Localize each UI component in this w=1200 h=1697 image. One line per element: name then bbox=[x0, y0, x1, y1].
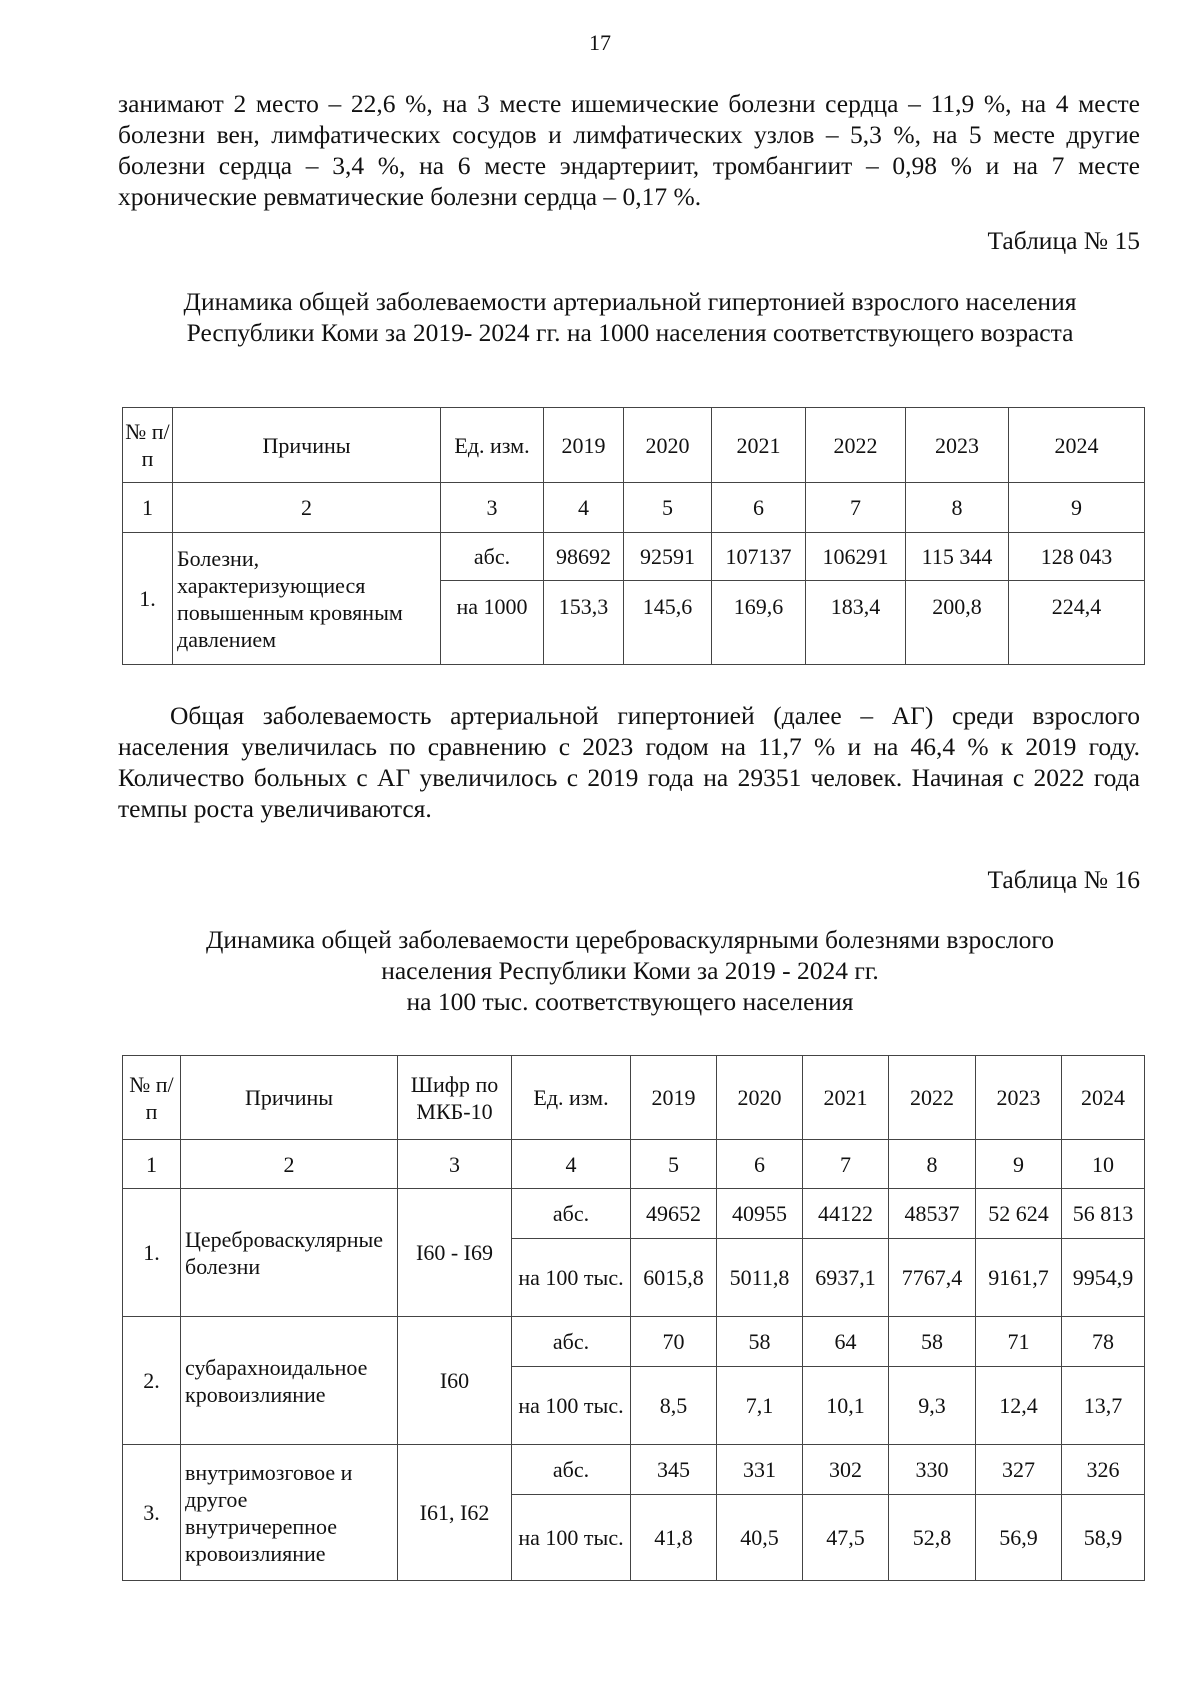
table16-value-cell: 9,3 bbox=[889, 1367, 976, 1445]
table16-header-cell: Ед. изм. bbox=[512, 1056, 631, 1140]
table16-row-number: 1. bbox=[123, 1189, 181, 1317]
table16-row-code: I61, I62 bbox=[398, 1445, 512, 1581]
table16-colnum-cell: 2 bbox=[181, 1140, 398, 1189]
table16-colnum-cell: 5 bbox=[631, 1140, 717, 1189]
table15-caption-line2: Республики Коми за 2019- 2024 гг. на 1000 населения соответствующего возраста bbox=[186, 318, 1074, 347]
table16-header-row bbox=[123, 1056, 1145, 1140]
table15-header-cell: 2021 bbox=[712, 408, 806, 483]
table16-header-cell: 2024 bbox=[1062, 1056, 1145, 1140]
table16-header-cell: 2021 bbox=[803, 1056, 889, 1140]
table15-header-cell: 2022 bbox=[806, 408, 906, 483]
table16-colnum-cell: 9 bbox=[976, 1140, 1062, 1189]
table16-colnum-cell: 3 bbox=[398, 1140, 512, 1189]
table16-value-cell: 330 bbox=[889, 1445, 976, 1495]
table16-value-cell: 40955 bbox=[717, 1189, 803, 1239]
table16 bbox=[122, 1055, 1145, 1581]
table15-caption bbox=[100, 286, 1160, 348]
table16-value-cell: 70 bbox=[631, 1317, 717, 1367]
table16-colnum-cell: 7 bbox=[803, 1140, 889, 1189]
table16-value-cell: 58,9 bbox=[1062, 1495, 1145, 1581]
table15-colnum-cell: 8 bbox=[906, 483, 1009, 533]
table16-value-cell: 8,5 bbox=[631, 1367, 717, 1445]
table16-row-cause: внутримозговое и другое внутричерепное кровоизлияние bbox=[181, 1445, 398, 1581]
table16-row-code: I60 bbox=[398, 1317, 512, 1445]
table16-label: Таблица № 16 bbox=[987, 865, 1140, 894]
table15-header-cell: 2020 bbox=[624, 408, 712, 483]
table16-header-cell: 2023 bbox=[976, 1056, 1062, 1140]
table16-row-cause: Цереброваскулярные болезни bbox=[181, 1189, 398, 1317]
table16-value-cell: 56,9 bbox=[976, 1495, 1062, 1581]
table15-colnum-cell: 6 bbox=[712, 483, 806, 533]
table16-caption-line3: на 100 тыс. соответствующего населения bbox=[406, 987, 854, 1016]
table16-row-abs bbox=[123, 1445, 1145, 1495]
table15-value-cell: 128 043 bbox=[1009, 533, 1145, 581]
table15-value-cell: 98692 bbox=[544, 533, 624, 581]
table16-value-cell: 48537 bbox=[889, 1189, 976, 1239]
table15-row-number: 1. bbox=[123, 533, 173, 665]
table16-value-cell: 40,5 bbox=[717, 1495, 803, 1581]
table16-value-cell: 6015,8 bbox=[631, 1239, 717, 1317]
table16-header-cell: 2020 bbox=[717, 1056, 803, 1140]
table16-colnum-cell: 1 bbox=[123, 1140, 181, 1189]
table16-value-cell: 44122 bbox=[803, 1189, 889, 1239]
table15-value-cell: 153,3 bbox=[544, 581, 624, 665]
table15-value-cell: 145,6 bbox=[624, 581, 712, 665]
table15-colnum-cell: 5 bbox=[624, 483, 712, 533]
table16-row-cause: субарахноидальное кровоизлияние bbox=[181, 1317, 398, 1445]
table15-header-row bbox=[123, 408, 1145, 483]
table15-header-cell: Причины bbox=[173, 408, 441, 483]
table16-value-cell: 58 bbox=[889, 1317, 976, 1367]
table16-header-cell: № п/п bbox=[123, 1056, 181, 1140]
table15-unit-abs: абс. bbox=[441, 533, 544, 581]
table16-colnum-cell: 8 bbox=[889, 1140, 976, 1189]
table16-value-cell: 10,1 bbox=[803, 1367, 889, 1445]
table16-value-cell: 327 bbox=[976, 1445, 1062, 1495]
table16-value-cell: 326 bbox=[1062, 1445, 1145, 1495]
table16-value-cell: 58 bbox=[717, 1317, 803, 1367]
table16-value-cell: 7,1 bbox=[717, 1367, 803, 1445]
table16-row-number: 3. bbox=[123, 1445, 181, 1581]
table16-value-cell: 302 bbox=[803, 1445, 889, 1495]
table16-unit-abs: абс. bbox=[512, 1317, 631, 1367]
table16-row-abs bbox=[123, 1317, 1145, 1367]
table16-value-cell: 5011,8 bbox=[717, 1239, 803, 1317]
table16-value-cell: 12,4 bbox=[976, 1367, 1062, 1445]
table15-value-cell: 224,4 bbox=[1009, 581, 1145, 665]
table16-value-cell: 56 813 bbox=[1062, 1189, 1145, 1239]
table15-row-cause: Болезни, характеризующиеся повышенным кровяным давлением bbox=[173, 533, 441, 665]
table16-value-cell: 345 bbox=[631, 1445, 717, 1495]
table16-value-cell: 9954,9 bbox=[1062, 1239, 1145, 1317]
table16-colnum-cell: 10 bbox=[1062, 1140, 1145, 1189]
table16-header-cell: Причины bbox=[181, 1056, 398, 1140]
table15-row-abs bbox=[123, 533, 1145, 581]
table16-value-cell: 47,5 bbox=[803, 1495, 889, 1581]
table15-unit-rate: на 1000 bbox=[441, 581, 544, 665]
table15-header-cell: 2019 bbox=[544, 408, 624, 483]
table15-colnum-cell: 3 bbox=[441, 483, 544, 533]
table15-colnum-row bbox=[123, 483, 1145, 533]
table15-colnum-cell: 1 bbox=[123, 483, 173, 533]
table15-caption-line1: Динамика общей заболеваемости артериальной гипертонией взрослого населения bbox=[183, 287, 1077, 316]
intro-paragraph: занимают 2 место – 22,6 %, на 3 месте ишемические болезни сердца – 11,9 %, на 4 месте болезни вен, лимфатических сосудов и лимфатических узлов – 5,3 %, на 5 месте другие болезни сердца – 3,4 %, на 6 месте эндартериит, тромбангиит – 0,98 % и на 7 месте хронические ревматические болезни сердца – 0,17 %. bbox=[118, 89, 1140, 211]
table15-value-cell: 107137 bbox=[712, 533, 806, 581]
table16-value-cell: 6937,1 bbox=[803, 1239, 889, 1317]
table16-value-cell: 9161,7 bbox=[976, 1239, 1062, 1317]
table16-row-number: 2. bbox=[123, 1317, 181, 1445]
page-number: 17 bbox=[589, 30, 611, 55]
table15-value-cell: 92591 bbox=[624, 533, 712, 581]
table16-value-cell: 52 624 bbox=[976, 1189, 1062, 1239]
table16-unit-rate: на 100 тыс. bbox=[512, 1239, 631, 1317]
table15-header-cell: № п/п bbox=[123, 408, 173, 483]
table15-label: Таблица № 15 bbox=[987, 226, 1140, 255]
table16-value-cell: 7767,4 bbox=[889, 1239, 976, 1317]
table16-value-cell: 52,8 bbox=[889, 1495, 976, 1581]
table15-value-cell: 200,8 bbox=[906, 581, 1009, 665]
table15-header-cell: 2023 bbox=[906, 408, 1009, 483]
table16-value-cell: 71 bbox=[976, 1317, 1062, 1367]
table16-caption-line2: населения Республики Коми за 2019 - 2024 гг. bbox=[381, 956, 879, 985]
table16-colnum-cell: 6 bbox=[717, 1140, 803, 1189]
table16-row-code: I60 - I69 bbox=[398, 1189, 512, 1317]
table16-header-cell: Шифр по МКБ-10 bbox=[398, 1056, 512, 1140]
table16-unit-abs: абс. bbox=[512, 1189, 631, 1239]
table15-value-cell: 183,4 bbox=[806, 581, 906, 665]
table16-header-cell: 2019 bbox=[631, 1056, 717, 1140]
table16-value-cell: 64 bbox=[803, 1317, 889, 1367]
table16-colnum-cell: 4 bbox=[512, 1140, 631, 1189]
table15-colnum-cell: 7 bbox=[806, 483, 906, 533]
table16-colnum-row bbox=[123, 1140, 1145, 1189]
table16-unit-rate: на 100 тыс. bbox=[512, 1367, 631, 1445]
middle-paragraph: Общая заболеваемость артериальной гипертонией (далее – АГ) среди взрослого населения увеличилась по сравнению с 2023 годом на 11,7 % и на 46,4 % к 2019 году. Количество больных с АГ увеличилось с 2019 года на 29351 человек. Начиная с 2022 года темпы роста увеличиваются. bbox=[118, 701, 1140, 823]
table16-value-cell: 13,7 bbox=[1062, 1367, 1145, 1445]
table15-value-cell: 169,6 bbox=[712, 581, 806, 665]
table16-caption bbox=[100, 924, 1160, 1017]
table15-colnum-cell: 4 bbox=[544, 483, 624, 533]
table16-unit-rate: на 100 тыс. bbox=[512, 1495, 631, 1581]
table15-header-cell: Ед. изм. bbox=[441, 408, 544, 483]
table16-value-cell: 49652 bbox=[631, 1189, 717, 1239]
table15-colnum-cell: 9 bbox=[1009, 483, 1145, 533]
table15-value-cell: 106291 bbox=[806, 533, 906, 581]
table15-value-cell: 115 344 bbox=[906, 533, 1009, 581]
table16-row-abs bbox=[123, 1189, 1145, 1239]
table16-value-cell: 331 bbox=[717, 1445, 803, 1495]
table16-header-cell: 2022 bbox=[889, 1056, 976, 1140]
table16-unit-abs: абс. bbox=[512, 1445, 631, 1495]
table16-caption-line1: Динамика общей заболеваемости цереброваскулярными болезнями взрослого bbox=[206, 925, 1054, 954]
table15-colnum-cell: 2 bbox=[173, 483, 441, 533]
table15 bbox=[122, 407, 1145, 665]
table16-value-cell: 41,8 bbox=[631, 1495, 717, 1581]
table16-value-cell: 78 bbox=[1062, 1317, 1145, 1367]
table15-header-cell: 2024 bbox=[1009, 408, 1145, 483]
